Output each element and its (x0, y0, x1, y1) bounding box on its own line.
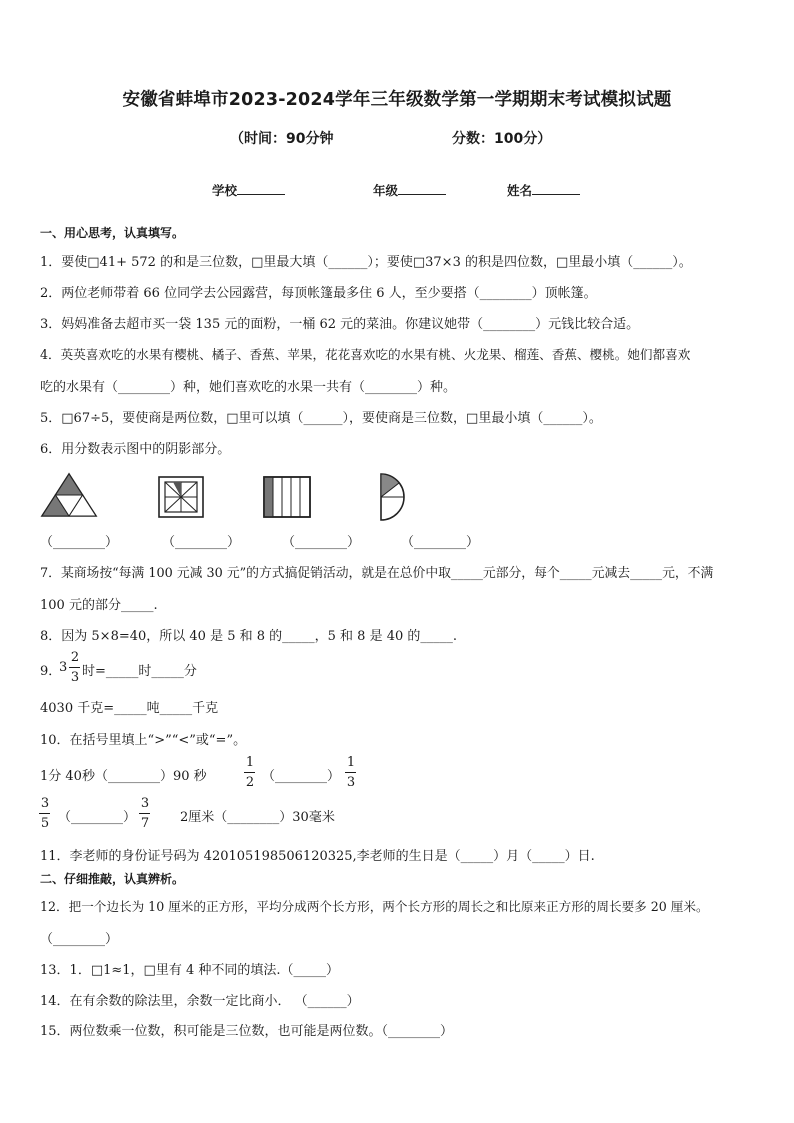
school-blank[interactable] (237, 182, 285, 195)
question-7-line2: 100 元的部分_____. (40, 598, 158, 613)
question-13: 13．1．□1≈1，□里有 4 种不同的填法.（_____） (40, 963, 339, 978)
square-figure (158, 476, 204, 518)
q10-c-blank[interactable]: （________） (58, 810, 137, 825)
q6-blank-1[interactable]: （________） (40, 535, 119, 550)
semicircle-figure (378, 472, 408, 522)
school-label: 学校 (212, 183, 238, 198)
q10-b-blank[interactable]: （________） (262, 769, 341, 784)
rectangle-figure (263, 476, 311, 518)
question-3: 3．妈妈准备去超市买一袋 135 元的面粉，一桶 62 元的菜油。你建议她带（________）元钱比较合适。 (40, 317, 640, 332)
grade-label: 年级 (373, 183, 399, 198)
exam-title: 安徽省蚌埠市2023-2024学年三年级数学第一学期期末考试模拟试题 (122, 90, 672, 110)
q10-part-d: 2厘米（________）30毫米 (180, 810, 335, 825)
q10-b-fraction-bar-2 (345, 772, 356, 773)
name-blank[interactable] (532, 182, 580, 195)
q10-b-denominator-2: 3 (346, 775, 356, 790)
question-4-line2: 吃的水果有（________）种，她们喜欢吃的水果一共有（________）种。 (40, 380, 457, 395)
q9-fraction-bar (69, 667, 80, 668)
q9-numerator: 2 (70, 650, 80, 665)
triangle-figure (40, 472, 98, 518)
question-8: 8．因为 5×8=40，所以 40 是 5 和 8 的_____，5 和 8 是 40 的_____. (40, 629, 458, 644)
q10-part-a: 1分 40秒（________）90 秒 (40, 769, 207, 784)
section2-heading: 二、仔细推敲，认真辨析。 (40, 872, 185, 886)
question-14: 14．在有余数的除法里，余数一定比商小． （______） (40, 994, 360, 1009)
name-field (507, 181, 580, 199)
q6-blank-4[interactable]: （________） (401, 535, 480, 550)
question-15: 15．两位数乘一位数，积可能是三位数，也可能是两位数。（________） (40, 1024, 454, 1039)
exam-time: （时间：90分钟 (230, 131, 334, 147)
q6-blank-2[interactable]: （________） (162, 535, 241, 550)
question-1: 1．要使□41+ 572 的和是三位数，□里最大填（______）；要使□37×3 的积是四位数，□里最小填（______）。 (40, 255, 692, 270)
question-7-line1: 7．某商场按“每满 100 元减 30 元”的方式搞促销活动，就是在总价中取_____元部分，每个_____元减去_____元，不满 (40, 566, 714, 581)
question-9-rest: 时=_____时_____分 (82, 664, 197, 679)
question-12-line2[interactable]: （________） (40, 932, 119, 947)
q10-c-denominator-2: 7 (140, 816, 150, 831)
question-12-line1: 12．把一个边长为 10 厘米的正方形，平均分成两个长方形，两个长方形的周长之和比原来正方形的周长要多 20 厘米。 (40, 899, 709, 914)
q10-c-numerator-2: 3 (140, 796, 150, 811)
question-5: 5．□67÷5，要使商是两位数，□里可以填（______），要使商是三位数，□里最小填（______）。 (40, 411, 602, 426)
q9-denominator: 3 (70, 670, 80, 685)
question-2: 2．两位老师带着 66 位同学去公园露营，每顶帐篷最多住 6 人，至少要搭（________）顶帐篷。 (40, 286, 597, 301)
q6-blank-3[interactable]: （________） (282, 535, 361, 550)
question-4-line1: 4．英英喜欢吃的水果有樱桃、橘子、香蕉、苹果，花花喜欢吃的水果有桃、火龙果、榴莲、香蕉、樱桃。她们都喜欢 (40, 347, 691, 362)
q10-c-fraction-bar-2 (139, 813, 150, 814)
q10-b-numerator-1: 1 (245, 755, 255, 770)
q10-b-denominator-1: 2 (245, 775, 255, 790)
question-9-line2: 4030 千克=_____吨_____千克 (40, 701, 219, 716)
q10-c-numerator-1: 3 (40, 796, 50, 811)
q10-b-numerator-2: 1 (346, 755, 356, 770)
section1-heading: 一、用心思考，认真填写。 (40, 226, 185, 240)
q9-whole: 3 (59, 660, 68, 675)
q10-c-denominator-1: 5 (40, 816, 50, 831)
question-11: 11．李老师的身份证号码为 420105198506120325,李老师的生日是（_____）月（_____）日. (40, 849, 595, 864)
q10-c-fraction-bar-1 (39, 813, 50, 814)
name-label: 姓名 (507, 183, 533, 198)
school-field (212, 181, 285, 199)
question-6: 6．用分数表示图中的阴影部分。 (40, 442, 231, 457)
grade-field (373, 181, 446, 199)
question-9-prefix: 9． (40, 664, 62, 679)
question-10: 10．在括号里填上“>”“<”或“=”。 (40, 733, 247, 748)
exam-score: 分数：100分） (452, 131, 552, 147)
q10-b-fraction-bar-1 (244, 772, 255, 773)
grade-blank[interactable] (398, 182, 446, 195)
